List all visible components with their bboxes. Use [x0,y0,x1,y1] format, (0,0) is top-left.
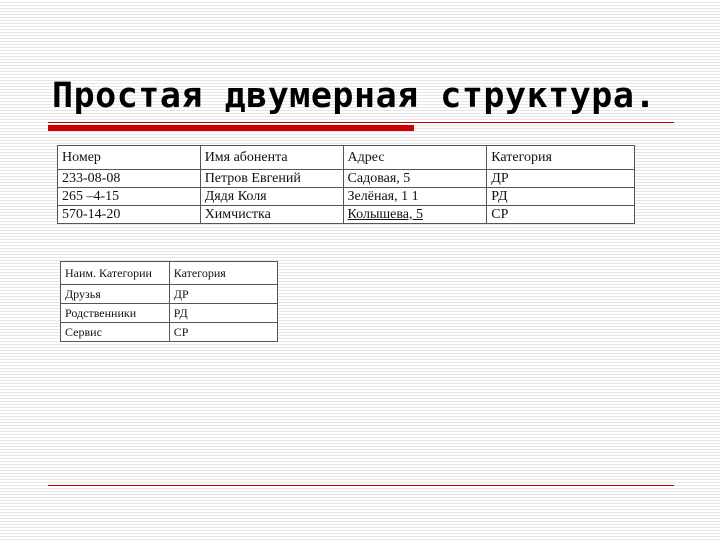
cell-subscriber-name: Химчистка [200,206,343,224]
cell-subscriber-name: Дядя Коля [200,188,343,206]
cell-address: Садовая, 5 [343,170,487,188]
cell-subscriber-name: Петров Евгений [200,170,343,188]
table-row [61,285,278,304]
cell-category: ДР [487,170,635,188]
cell-category: СР [487,206,635,224]
table-row [58,206,635,224]
cell-category-name: Сервис [61,323,170,342]
cell-category-name: Друзья [61,285,170,304]
header-cell-number: Номер [58,146,201,170]
table-header-row [61,262,278,285]
cell-category-code: СР [169,323,277,342]
header-cell-address: Адрес [343,146,487,170]
header-cell-category-code: Категория [169,262,277,285]
slide-title: Простая двумерная структура. [52,76,657,116]
subscribers-table [57,145,635,224]
footer-rule [48,485,674,486]
cell-number: 233-08-08 [58,170,201,188]
header-cell-subscriber-name: Имя абонента [200,146,343,170]
table-row [61,304,278,323]
header-cell-category: Категория [487,146,635,170]
cell-category-code: РД [169,304,277,323]
cell-category-code: ДР [169,285,277,304]
categories-table [60,261,278,342]
cell-category: РД [487,188,635,206]
table-row [58,170,635,188]
title-underline-accent [48,125,414,131]
cell-number: 570-14-20 [58,206,201,224]
table-header-row [58,146,635,170]
cell-number: 265 –4-15 [58,188,201,206]
header-cell-category-name: Наим. Категории [61,262,170,285]
title-underline-thin [48,122,674,123]
table-row [61,323,278,342]
cell-address: Зелёная, 1 1 [343,188,487,206]
cell-address: Колышева, 5 [343,206,487,224]
cell-category-name: Родственники [61,304,170,323]
table-row [58,188,635,206]
